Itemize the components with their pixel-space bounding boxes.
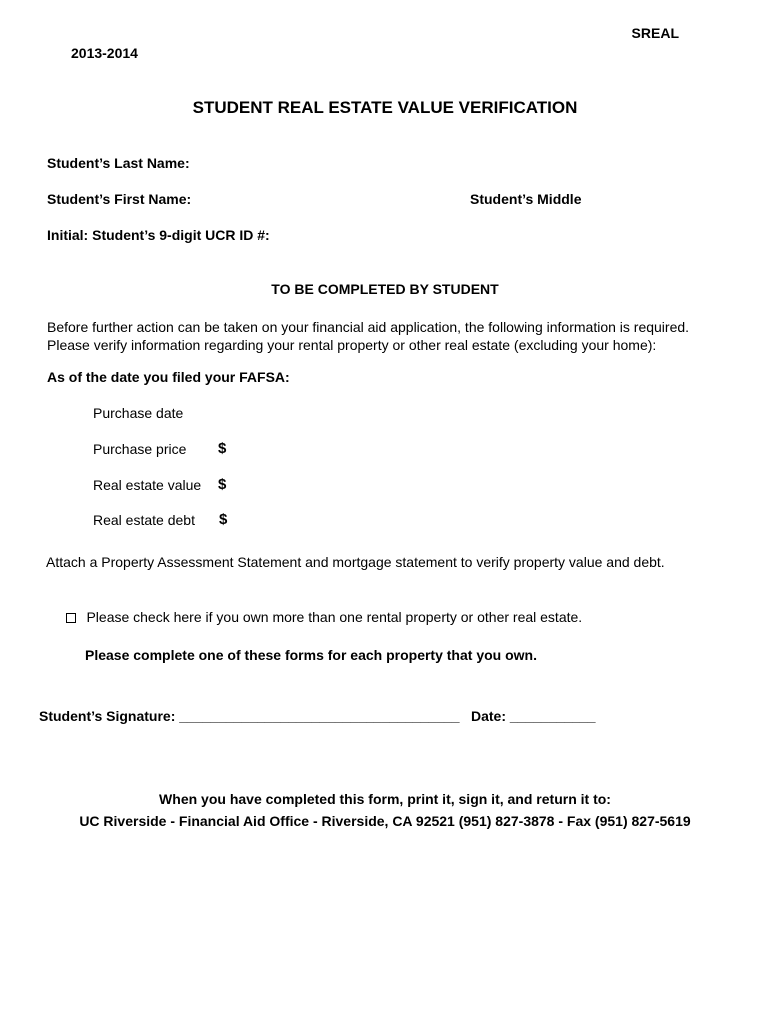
real-estate-debt-currency: $ [219, 511, 228, 528]
signature-field-label: Student’s Signature: ____________________________________ [39, 708, 460, 724]
first-name-label: Student’s First Name: [47, 191, 192, 207]
form-code: SREAL [631, 25, 679, 41]
as-of-label: As of the date you filed your FAFSA: [47, 369, 290, 385]
intro-line-1: Before further action can be taken on your financial aid application, the following information is required. [47, 319, 690, 335]
last-name-label: Student’s Last Name: [47, 155, 190, 171]
middle-initial-label: Student’s Middle [470, 191, 582, 207]
multiple-property-option[interactable] [66, 609, 582, 627]
intro-line-2: Please verify information regarding your rental property or other real estate (excluding your home): [47, 337, 657, 353]
academic-year: 2013-2014 [71, 45, 138, 61]
purchase-price-currency: $ [218, 440, 227, 457]
date-field-label: Date: ___________ [471, 708, 596, 724]
real-estate-value-currency: $ [218, 476, 227, 493]
purchase-date-label: Purchase date [93, 405, 184, 421]
multiple-property-label: Please check here if you own more than one rental property or other real estate. [86, 609, 583, 625]
page-title: STUDENT REAL ESTATE VALUE VERIFICATION [192, 98, 578, 117]
attach-note: Attach a Property Assessment Statement and mortgage statement to verify property value and debt. [46, 554, 665, 570]
purchase-price-label: Purchase price [93, 441, 187, 457]
return-instructions: When you have completed this form, print it, sign it, and return it to: [159, 791, 611, 807]
office-contact: UC Riverside - Financial Aid Office - Riverside, CA 92521 (951) 827-3878 - Fax (951) 827-5619 [79, 813, 691, 829]
section-heading: TO BE COMPLETED BY STUDENT [271, 281, 499, 297]
real-estate-debt-label: Real estate debt [93, 512, 195, 528]
student-id-label: Initial: Student’s 9-digit UCR ID #: [47, 227, 270, 243]
multiple-property-checkbox[interactable] [66, 613, 76, 623]
complete-forms-note: Please complete one of these forms for each property that you own. [85, 647, 537, 663]
real-estate-value-label: Real estate value [93, 477, 202, 493]
